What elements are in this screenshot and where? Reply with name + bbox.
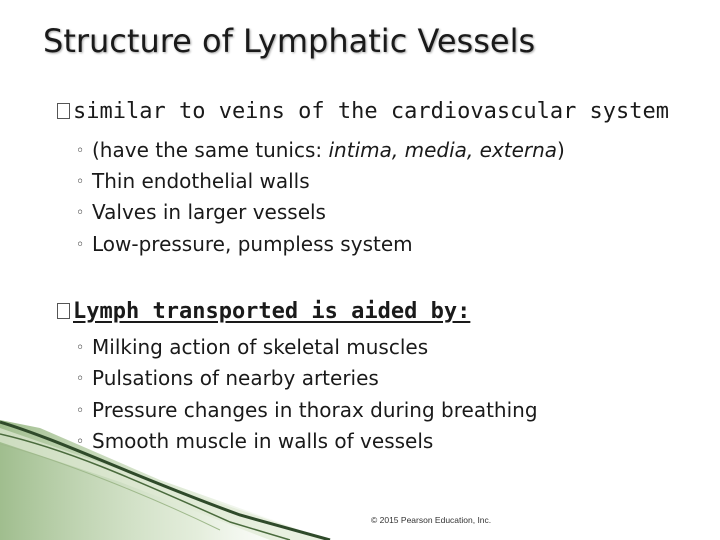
sub-bullet-thin-walls xyxy=(76,169,310,193)
sub-bullet-low-pressure xyxy=(76,232,413,256)
sub-bullet-text: Pulsations of nearby arteries xyxy=(92,366,379,390)
circle-bullet-icon: ◦ xyxy=(76,340,85,356)
bullet-text: Lymph transported is aided by: xyxy=(73,299,471,324)
sub-bullet-tunics xyxy=(76,138,565,162)
circle-bullet-icon: ◦ xyxy=(76,237,85,253)
bullet-text: similar to veins of the cardiovascular system xyxy=(73,99,670,124)
circle-bullet-icon: ◦ xyxy=(76,143,85,159)
circle-bullet-icon: ◦ xyxy=(76,174,85,190)
sub-bullet-text: Low-pressure, pumpless system xyxy=(92,232,413,256)
sub-bullet-pulsations xyxy=(76,366,379,390)
sub-bullet-emphasis: intima, media, externa xyxy=(328,138,558,162)
sub-bullet-text: Pressure changes in thorax during breathing xyxy=(92,398,538,422)
sub-bullet-text: Valves in larger vessels xyxy=(92,200,326,224)
copyright-footer: © 2015 Pearson Education, Inc. xyxy=(371,515,492,525)
bullet-similar-to-veins xyxy=(57,99,669,124)
sub-bullet-text-end: ) xyxy=(557,138,565,162)
circle-bullet-icon: ◦ xyxy=(76,434,85,450)
sub-bullet-text: (have the same tunics: xyxy=(92,138,329,162)
circle-bullet-icon: ◦ xyxy=(76,403,85,419)
square-bullet-icon xyxy=(57,303,70,319)
sub-bullet-milking xyxy=(76,335,428,359)
sub-bullet-text: Thin endothelial walls xyxy=(92,169,310,193)
bullet-lymph-transport xyxy=(57,299,470,324)
slide-title: Structure of Lymphatic Vessels xyxy=(43,22,536,60)
square-bullet-icon xyxy=(57,103,70,119)
sub-bullet-valves xyxy=(76,200,326,224)
sub-bullet-pressure-changes xyxy=(76,398,538,422)
sub-bullet-text: Smooth muscle in walls of vessels xyxy=(92,429,434,453)
sub-bullet-text: Milking action of skeletal muscles xyxy=(92,335,429,359)
circle-bullet-icon: ◦ xyxy=(76,205,85,221)
circle-bullet-icon: ◦ xyxy=(76,371,85,387)
